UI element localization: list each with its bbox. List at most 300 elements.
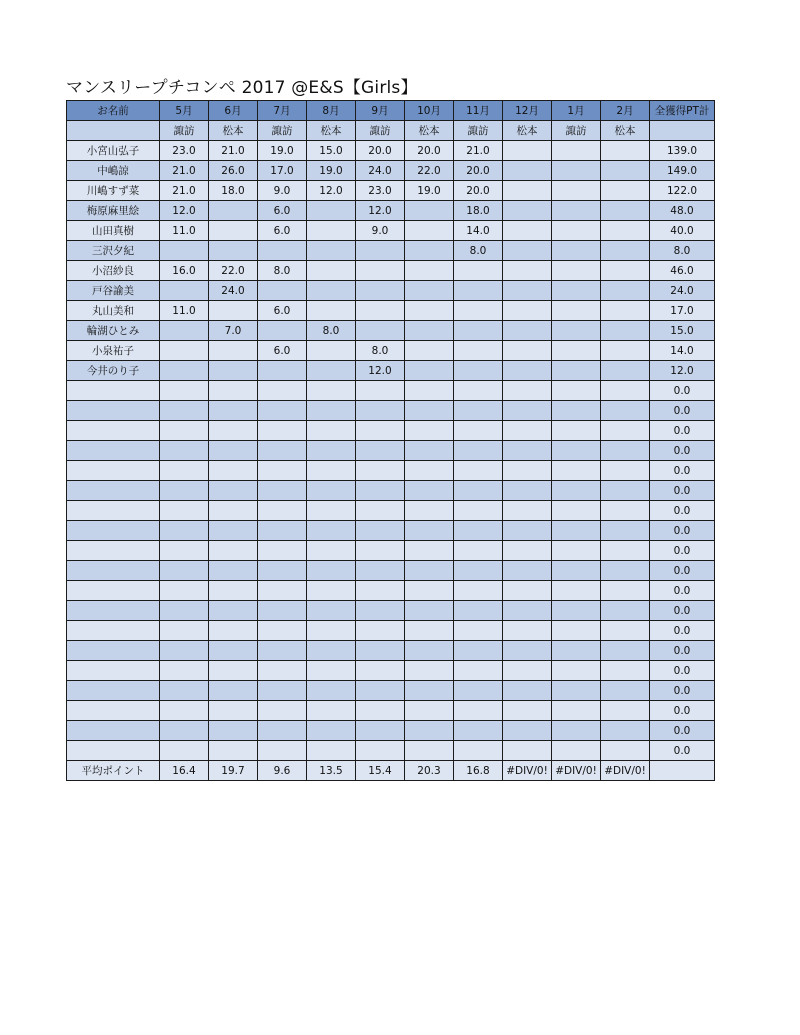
score-cell[interactable] — [160, 521, 209, 541]
score-cell[interactable] — [209, 421, 258, 441]
score-cell[interactable] — [307, 341, 356, 361]
score-cell[interactable]: 6.0 — [258, 301, 307, 321]
total-cell[interactable]: 0.0 — [650, 381, 715, 401]
score-cell[interactable] — [258, 621, 307, 641]
score-cell[interactable] — [601, 521, 650, 541]
score-cell[interactable]: 6.0 — [258, 201, 307, 221]
score-cell[interactable] — [503, 161, 552, 181]
score-cell[interactable] — [258, 321, 307, 341]
score-cell[interactable] — [552, 321, 601, 341]
player-name-cell[interactable] — [67, 701, 160, 721]
score-cell[interactable] — [552, 401, 601, 421]
player-name-cell[interactable] — [67, 541, 160, 561]
venue-cell[interactable] — [650, 121, 715, 141]
score-cell[interactable] — [160, 701, 209, 721]
score-cell[interactable] — [454, 721, 503, 741]
score-cell[interactable] — [454, 541, 503, 561]
score-cell[interactable]: 8.0 — [454, 241, 503, 261]
score-cell[interactable] — [405, 461, 454, 481]
player-name-cell[interactable] — [67, 441, 160, 461]
venue-cell[interactable]: 諏訪 — [258, 121, 307, 141]
total-cell[interactable]: 0.0 — [650, 521, 715, 541]
player-name-cell[interactable]: 川嶋すず菜 — [67, 181, 160, 201]
score-cell[interactable] — [601, 661, 650, 681]
score-cell[interactable] — [209, 241, 258, 261]
score-cell[interactable] — [307, 481, 356, 501]
score-cell[interactable] — [258, 381, 307, 401]
score-cell[interactable] — [503, 481, 552, 501]
score-cell[interactable] — [307, 601, 356, 621]
score-cell[interactable]: 24.0 — [209, 281, 258, 301]
score-cell[interactable] — [454, 701, 503, 721]
player-name-cell[interactable] — [67, 381, 160, 401]
score-cell[interactable] — [209, 441, 258, 461]
total-cell[interactable]: 0.0 — [650, 701, 715, 721]
score-cell[interactable]: 8.0 — [356, 341, 405, 361]
score-cell[interactable] — [552, 381, 601, 401]
score-cell[interactable] — [209, 581, 258, 601]
player-name-cell[interactable] — [67, 721, 160, 741]
score-cell[interactable] — [601, 461, 650, 481]
score-cell[interactable]: 6.0 — [258, 341, 307, 361]
player-name-cell[interactable]: 中嶋諒 — [67, 161, 160, 181]
score-cell[interactable]: 19.0 — [307, 161, 356, 181]
score-cell[interactable] — [160, 281, 209, 301]
score-cell[interactable] — [405, 601, 454, 621]
score-cell[interactable] — [258, 441, 307, 461]
player-name-cell[interactable]: 丸山美和 — [67, 301, 160, 321]
score-cell[interactable] — [160, 381, 209, 401]
score-cell[interactable] — [552, 521, 601, 541]
score-cell[interactable] — [209, 301, 258, 321]
score-cell[interactable] — [160, 461, 209, 481]
score-cell[interactable]: 21.0 — [454, 141, 503, 161]
score-cell[interactable] — [503, 561, 552, 581]
score-cell[interactable] — [552, 561, 601, 581]
score-cell[interactable]: 20.0 — [356, 141, 405, 161]
player-name-cell[interactable]: 小宮山弘子 — [67, 141, 160, 161]
average-label-cell[interactable]: 平均ポイント — [67, 761, 160, 781]
score-cell[interactable] — [258, 501, 307, 521]
score-cell[interactable] — [160, 541, 209, 561]
score-cell[interactable] — [307, 261, 356, 281]
score-cell[interactable] — [405, 701, 454, 721]
score-cell[interactable] — [454, 381, 503, 401]
total-cell[interactable]: 46.0 — [650, 261, 715, 281]
score-cell[interactable] — [503, 701, 552, 721]
score-cell[interactable] — [356, 321, 405, 341]
score-cell[interactable] — [160, 481, 209, 501]
total-cell[interactable]: 0.0 — [650, 661, 715, 681]
score-cell[interactable]: 23.0 — [356, 181, 405, 201]
score-cell[interactable] — [209, 681, 258, 701]
score-cell[interactable]: 12.0 — [356, 201, 405, 221]
score-cell[interactable] — [307, 381, 356, 401]
score-cell[interactable] — [405, 381, 454, 401]
score-cell[interactable] — [503, 621, 552, 641]
score-cell[interactable] — [454, 461, 503, 481]
score-cell[interactable] — [209, 221, 258, 241]
score-cell[interactable] — [307, 641, 356, 661]
player-name-cell[interactable]: 戸谷諭美 — [67, 281, 160, 301]
score-cell[interactable] — [601, 541, 650, 561]
score-cell[interactable] — [503, 181, 552, 201]
score-cell[interactable]: 11.0 — [160, 301, 209, 321]
score-cell[interactable]: 8.0 — [258, 261, 307, 281]
score-cell[interactable] — [454, 681, 503, 701]
score-cell[interactable] — [454, 661, 503, 681]
score-cell[interactable]: 12.0 — [356, 361, 405, 381]
score-cell[interactable] — [601, 161, 650, 181]
score-cell[interactable] — [258, 561, 307, 581]
venue-cell[interactable]: 諏訪 — [454, 121, 503, 141]
score-cell[interactable]: 22.0 — [405, 161, 454, 181]
score-cell[interactable] — [356, 661, 405, 681]
score-cell[interactable]: 16.0 — [160, 261, 209, 281]
player-name-cell[interactable] — [67, 521, 160, 541]
score-cell[interactable] — [552, 281, 601, 301]
score-cell[interactable] — [209, 541, 258, 561]
score-cell[interactable] — [601, 281, 650, 301]
average-cell[interactable]: #DIV/0! — [552, 761, 601, 781]
score-cell[interactable] — [258, 461, 307, 481]
score-cell[interactable] — [307, 581, 356, 601]
player-name-cell[interactable]: 山田真樹 — [67, 221, 160, 241]
total-cell[interactable]: 0.0 — [650, 741, 715, 761]
average-cell[interactable]: #DIV/0! — [503, 761, 552, 781]
score-cell[interactable]: 19.0 — [405, 181, 454, 201]
score-cell[interactable] — [160, 601, 209, 621]
venue-cell[interactable]: 諏訪 — [160, 121, 209, 141]
player-name-cell[interactable]: 小沼紗良 — [67, 261, 160, 281]
score-cell[interactable] — [552, 701, 601, 721]
score-cell[interactable] — [503, 201, 552, 221]
score-cell[interactable] — [307, 281, 356, 301]
venue-cell[interactable]: 松本 — [601, 121, 650, 141]
score-cell[interactable] — [356, 541, 405, 561]
score-cell[interactable] — [405, 361, 454, 381]
score-cell[interactable]: 12.0 — [160, 201, 209, 221]
venue-cell[interactable]: 松本 — [503, 121, 552, 141]
score-cell[interactable]: 20.0 — [454, 181, 503, 201]
score-cell[interactable] — [307, 241, 356, 261]
score-cell[interactable] — [601, 321, 650, 341]
score-cell[interactable] — [356, 441, 405, 461]
score-cell[interactable] — [454, 641, 503, 661]
header-month[interactable]: 8月 — [307, 101, 356, 121]
header-month[interactable]: 10月 — [405, 101, 454, 121]
score-cell[interactable] — [258, 541, 307, 561]
total-cell[interactable]: 17.0 — [650, 301, 715, 321]
score-cell[interactable] — [356, 261, 405, 281]
score-cell[interactable] — [552, 641, 601, 661]
player-name-cell[interactable] — [67, 741, 160, 761]
score-cell[interactable] — [307, 701, 356, 721]
total-cell[interactable]: 122.0 — [650, 181, 715, 201]
score-cell[interactable] — [601, 421, 650, 441]
player-name-cell[interactable] — [67, 661, 160, 681]
header-month[interactable]: 12月 — [503, 101, 552, 121]
total-cell[interactable]: 0.0 — [650, 601, 715, 621]
player-name-cell[interactable] — [67, 501, 160, 521]
score-cell[interactable] — [503, 581, 552, 601]
score-cell[interactable] — [405, 241, 454, 261]
score-cell[interactable] — [552, 261, 601, 281]
score-cell[interactable] — [307, 401, 356, 421]
score-cell[interactable] — [405, 541, 454, 561]
score-cell[interactable] — [601, 141, 650, 161]
average-cell[interactable]: 16.4 — [160, 761, 209, 781]
average-cell[interactable]: 19.7 — [209, 761, 258, 781]
score-cell[interactable] — [160, 441, 209, 461]
score-cell[interactable] — [356, 241, 405, 261]
score-cell[interactable] — [454, 561, 503, 581]
total-cell[interactable]: 0.0 — [650, 641, 715, 661]
score-cell[interactable] — [209, 561, 258, 581]
score-cell[interactable] — [503, 261, 552, 281]
score-cell[interactable]: 21.0 — [160, 181, 209, 201]
score-cell[interactable] — [454, 301, 503, 321]
score-cell[interactable] — [356, 601, 405, 621]
score-cell[interactable] — [503, 221, 552, 241]
score-cell[interactable] — [503, 521, 552, 541]
score-cell[interactable] — [209, 401, 258, 421]
score-cell[interactable] — [454, 741, 503, 761]
score-cell[interactable] — [552, 241, 601, 261]
score-cell[interactable] — [405, 741, 454, 761]
score-cell[interactable]: 20.0 — [454, 161, 503, 181]
score-cell[interactable] — [454, 281, 503, 301]
score-cell[interactable] — [209, 661, 258, 681]
score-cell[interactable] — [209, 461, 258, 481]
score-cell[interactable] — [258, 601, 307, 621]
score-cell[interactable] — [601, 601, 650, 621]
score-cell[interactable] — [209, 341, 258, 361]
score-cell[interactable] — [503, 301, 552, 321]
player-name-cell[interactable] — [67, 621, 160, 641]
score-cell[interactable] — [209, 741, 258, 761]
score-cell[interactable] — [601, 361, 650, 381]
score-cell[interactable] — [454, 581, 503, 601]
score-cell[interactable] — [552, 541, 601, 561]
score-cell[interactable] — [160, 401, 209, 421]
venue-cell[interactable]: 松本 — [209, 121, 258, 141]
score-cell[interactable] — [552, 741, 601, 761]
player-name-cell[interactable]: 輪湖ひとみ — [67, 321, 160, 341]
score-cell[interactable] — [405, 721, 454, 741]
score-cell[interactable] — [552, 601, 601, 621]
venue-cell[interactable] — [67, 121, 160, 141]
score-cell[interactable] — [454, 521, 503, 541]
score-cell[interactable] — [209, 601, 258, 621]
score-cell[interactable] — [405, 261, 454, 281]
average-cell[interactable]: 9.6 — [258, 761, 307, 781]
total-cell[interactable]: 0.0 — [650, 481, 715, 501]
score-cell[interactable] — [356, 301, 405, 321]
score-cell[interactable]: 22.0 — [209, 261, 258, 281]
score-cell[interactable] — [307, 361, 356, 381]
score-cell[interactable] — [405, 501, 454, 521]
score-cell[interactable]: 19.0 — [258, 141, 307, 161]
score-cell[interactable] — [552, 681, 601, 701]
score-cell[interactable] — [307, 741, 356, 761]
score-cell[interactable] — [405, 201, 454, 221]
total-cell[interactable]: 8.0 — [650, 241, 715, 261]
score-cell[interactable] — [160, 681, 209, 701]
score-cell[interactable] — [454, 361, 503, 381]
total-cell[interactable]: 0.0 — [650, 561, 715, 581]
score-cell[interactable] — [601, 561, 650, 581]
score-cell[interactable] — [307, 501, 356, 521]
score-cell[interactable] — [405, 521, 454, 541]
score-cell[interactable] — [356, 381, 405, 401]
score-cell[interactable] — [601, 721, 650, 741]
score-cell[interactable] — [160, 641, 209, 661]
header-name[interactable]: お名前 — [67, 101, 160, 121]
player-name-cell[interactable]: 今井のり子 — [67, 361, 160, 381]
score-cell[interactable]: 20.0 — [405, 141, 454, 161]
score-cell[interactable] — [307, 681, 356, 701]
score-cell[interactable]: 23.0 — [160, 141, 209, 161]
average-cell[interactable]: 16.8 — [454, 761, 503, 781]
header-month[interactable]: 1月 — [552, 101, 601, 121]
score-cell[interactable] — [552, 181, 601, 201]
score-cell[interactable] — [307, 221, 356, 241]
score-cell[interactable] — [307, 521, 356, 541]
score-cell[interactable] — [552, 581, 601, 601]
score-cell[interactable]: 17.0 — [258, 161, 307, 181]
score-cell[interactable] — [258, 281, 307, 301]
score-cell[interactable] — [209, 381, 258, 401]
player-name-cell[interactable] — [67, 461, 160, 481]
score-cell[interactable] — [160, 561, 209, 581]
score-cell[interactable] — [160, 241, 209, 261]
score-cell[interactable] — [503, 421, 552, 441]
score-cell[interactable] — [258, 661, 307, 681]
score-cell[interactable] — [552, 301, 601, 321]
score-cell[interactable] — [601, 701, 650, 721]
score-cell[interactable] — [552, 501, 601, 521]
score-cell[interactable] — [258, 641, 307, 661]
score-cell[interactable] — [503, 341, 552, 361]
score-cell[interactable] — [160, 621, 209, 641]
score-cell[interactable] — [454, 441, 503, 461]
score-cell[interactable] — [405, 641, 454, 661]
score-cell[interactable] — [454, 341, 503, 361]
score-cell[interactable] — [356, 621, 405, 641]
score-cell[interactable] — [503, 541, 552, 561]
score-cell[interactable] — [601, 581, 650, 601]
score-cell[interactable] — [356, 421, 405, 441]
score-cell[interactable]: 15.0 — [307, 141, 356, 161]
score-cell[interactable] — [503, 441, 552, 461]
score-cell[interactable] — [356, 561, 405, 581]
score-cell[interactable] — [503, 661, 552, 681]
score-cell[interactable]: 6.0 — [258, 221, 307, 241]
score-cell[interactable] — [405, 421, 454, 441]
score-cell[interactable] — [503, 141, 552, 161]
score-cell[interactable] — [160, 741, 209, 761]
score-cell[interactable] — [307, 461, 356, 481]
header-month[interactable]: 2月 — [601, 101, 650, 121]
score-cell[interactable]: 21.0 — [160, 161, 209, 181]
score-cell[interactable] — [601, 641, 650, 661]
score-cell[interactable]: 24.0 — [356, 161, 405, 181]
score-cell[interactable]: 18.0 — [209, 181, 258, 201]
player-name-cell[interactable] — [67, 401, 160, 421]
score-cell[interactable] — [454, 481, 503, 501]
score-cell[interactable] — [405, 681, 454, 701]
score-cell[interactable] — [160, 501, 209, 521]
score-cell[interactable] — [503, 401, 552, 421]
score-cell[interactable] — [503, 721, 552, 741]
total-cell[interactable]: 139.0 — [650, 141, 715, 161]
score-cell[interactable] — [503, 741, 552, 761]
average-cell[interactable]: 20.3 — [405, 761, 454, 781]
score-cell[interactable] — [209, 641, 258, 661]
score-cell[interactable]: 11.0 — [160, 221, 209, 241]
score-cell[interactable] — [258, 721, 307, 741]
score-cell[interactable] — [405, 221, 454, 241]
score-cell[interactable] — [601, 681, 650, 701]
total-cell[interactable]: 14.0 — [650, 341, 715, 361]
score-cell[interactable] — [356, 741, 405, 761]
player-name-cell[interactable] — [67, 421, 160, 441]
score-cell[interactable] — [307, 721, 356, 741]
score-cell[interactable] — [405, 481, 454, 501]
player-name-cell[interactable] — [67, 561, 160, 581]
score-cell[interactable] — [258, 421, 307, 441]
total-cell[interactable]: 15.0 — [650, 321, 715, 341]
score-cell[interactable]: 14.0 — [454, 221, 503, 241]
score-cell[interactable] — [356, 721, 405, 741]
header-month[interactable]: 7月 — [258, 101, 307, 121]
score-cell[interactable] — [307, 201, 356, 221]
score-cell[interactable] — [356, 641, 405, 661]
score-cell[interactable] — [307, 621, 356, 641]
score-cell[interactable] — [356, 281, 405, 301]
score-cell[interactable] — [307, 561, 356, 581]
total-cell[interactable]: 0.0 — [650, 581, 715, 601]
score-cell[interactable] — [209, 501, 258, 521]
player-name-cell[interactable] — [67, 601, 160, 621]
score-cell[interactable] — [601, 201, 650, 221]
score-cell[interactable] — [503, 321, 552, 341]
score-cell[interactable] — [552, 721, 601, 741]
total-cell[interactable]: 149.0 — [650, 161, 715, 181]
header-month[interactable]: 5月 — [160, 101, 209, 121]
player-name-cell[interactable]: 三沢夕紀 — [67, 241, 160, 261]
score-cell[interactable]: 21.0 — [209, 141, 258, 161]
score-cell[interactable] — [405, 401, 454, 421]
score-cell[interactable] — [356, 481, 405, 501]
score-cell[interactable] — [503, 281, 552, 301]
total-cell[interactable]: 0.0 — [650, 501, 715, 521]
score-cell[interactable] — [601, 741, 650, 761]
score-cell[interactable] — [454, 321, 503, 341]
score-cell[interactable] — [356, 501, 405, 521]
score-cell[interactable] — [454, 261, 503, 281]
score-cell[interactable] — [258, 401, 307, 421]
score-cell[interactable] — [601, 341, 650, 361]
score-cell[interactable] — [601, 481, 650, 501]
venue-cell[interactable]: 松本 — [307, 121, 356, 141]
average-cell[interactable]: #DIV/0! — [601, 761, 650, 781]
score-cell[interactable] — [160, 581, 209, 601]
score-cell[interactable] — [454, 401, 503, 421]
player-name-cell[interactable] — [67, 681, 160, 701]
player-name-cell[interactable] — [67, 481, 160, 501]
